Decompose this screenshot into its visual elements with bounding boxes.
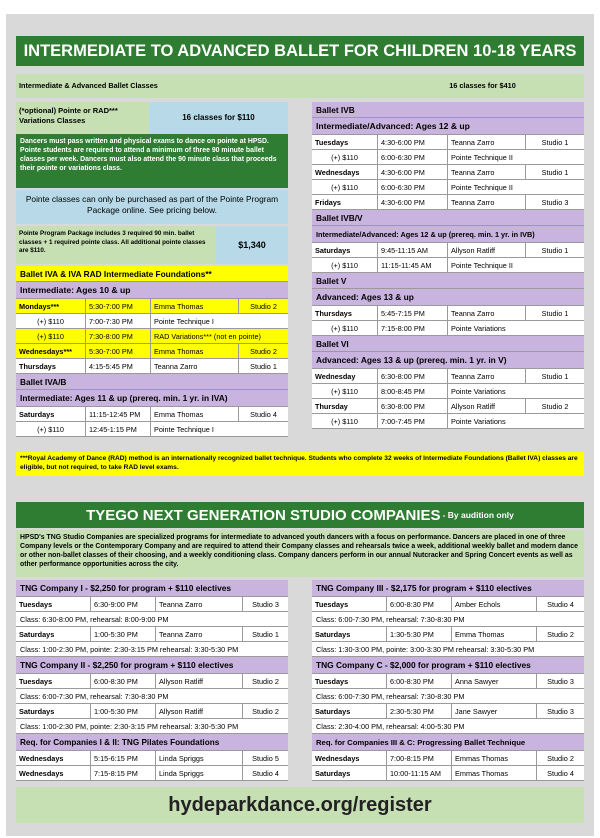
- row-day: Wednesdays: [312, 751, 387, 765]
- tng-company-c-title: TNG Company C - $2,000 for program + $110 electives: [312, 657, 584, 674]
- table-row: [312, 195, 584, 210]
- pointe-online-note: Pointe classes can only be purchased as part of the Pointe Program Package online. See pricing below.: [16, 190, 288, 224]
- classes-header-price: 16 classes for $410: [381, 74, 584, 98]
- row-day: Tuesdays: [312, 674, 387, 688]
- row-instructor: Teanna Zarro: [151, 359, 239, 373]
- table-row: [312, 627, 584, 642]
- row-time: 11:15-11:45 AM: [378, 258, 448, 272]
- row-instructor: Pointe Technique I: [154, 316, 214, 326]
- table-row: [312, 180, 584, 195]
- schedule-note: Class: 1:30-3:00 PM, pointe: 3:00-3:30 PM rehearsal: 3:30-5:30 PM: [312, 642, 584, 657]
- row-instructor: Pointe Variations: [451, 416, 506, 426]
- row-time: 4:30-6:00 PM: [378, 195, 448, 209]
- ballet-ivab-title: Ballet IVA/B: [16, 374, 288, 390]
- row-instructor: Jane Sawyer: [452, 704, 537, 718]
- row-studio: Studio 3: [252, 599, 279, 609]
- table-row: [312, 258, 584, 273]
- row-time: 6:00-8:30 PM: [387, 597, 452, 611]
- row-time: 7:00-7:30 PM: [86, 314, 151, 328]
- table-row: [16, 422, 288, 437]
- row-instructor: Emmas Thomas: [452, 751, 537, 765]
- ballet-ivb-table: [312, 102, 584, 429]
- schedule-note: Class: 6:00-7:30 PM, rehearsal: 7:30-8:30 PM: [312, 689, 584, 704]
- row-time: 2:30-5:30 PM: [387, 704, 452, 718]
- row-time: 1:30-5:30 PM: [387, 627, 452, 641]
- pointe-optional-line1: (*optional) Pointe or RAD***: [19, 106, 118, 115]
- table-row: [16, 751, 288, 766]
- schedule-note: Class: 1:00-2:30 PM, pointe: 2:30-3:15 PM rehearsal: 3:30-5:30 PM: [16, 719, 288, 734]
- row-day: Thursday: [312, 399, 378, 413]
- row-day: (+) $110: [312, 258, 378, 272]
- schedule-note: Class: 6:30-8:00 PM, rehearsal: 8:00-9:00 PM: [16, 612, 288, 627]
- row-studio: Studio 2: [547, 629, 574, 639]
- req-companies-3-c-title: Req. for Companies III & C: Progressing Ballet Technique: [312, 734, 584, 751]
- row-day: Saturdays: [16, 627, 91, 641]
- table-row: [16, 344, 288, 359]
- table-row: [16, 766, 288, 781]
- row-instructor: Allyson Ratliff: [448, 399, 526, 413]
- table-row: [312, 704, 584, 719]
- row-day: Mondays***: [16, 299, 86, 313]
- pointe-requirements-note: Dancers must pass written and physical exams to dance on pointe at HPSD. Pointe students are required to attend a minimum of three 90 minute ballet classes per week. Dancers must also attend the 90 minute class that proceeds their pointe or variations class.: [16, 134, 288, 188]
- row-time: 6:30-8:00 PM: [378, 369, 448, 383]
- row-day: Saturdays: [312, 704, 387, 718]
- pointe-optional-label: [16, 102, 149, 134]
- row-time: 5:45-7:15 PM: [378, 306, 448, 320]
- row-instructor: Anna Sawyer: [452, 674, 537, 688]
- row-instructor: Emma Thomas: [452, 627, 537, 641]
- table-row: [312, 150, 584, 165]
- row-time: 5:30-7:00 PM: [86, 344, 151, 358]
- row-time: 5:15-6:15 PM: [91, 751, 156, 765]
- row-studio: Studio 5: [252, 753, 279, 763]
- row-studio: Studio 2: [252, 676, 279, 686]
- row-day: Saturdays: [16, 704, 91, 718]
- row-time: 6:30-9:00 PM: [91, 597, 156, 611]
- table-row: [16, 359, 288, 374]
- table-row: [16, 299, 288, 314]
- row-instructor: Linda Spriggs: [156, 766, 243, 780]
- row-day: (+) $110: [312, 384, 378, 398]
- row-studio: Studio 1: [541, 137, 569, 147]
- tng-title: [16, 502, 584, 528]
- row-day: Fridays: [312, 195, 378, 209]
- tng-right-column: [312, 580, 584, 781]
- pointe-optional-line2: Variations Classes: [19, 116, 86, 126]
- row-day: Saturdays: [312, 766, 387, 780]
- row-time: 7:00-7:45 PM: [378, 414, 448, 428]
- req-companies-1-2-title: Req. for Companies I & II: TNG Pilates Foundations: [16, 734, 288, 751]
- row-time: 6:00-6:30 PM: [378, 180, 448, 194]
- tng-company-1-title: TNG Company I - $2,250 for program + $110 electives: [16, 580, 288, 597]
- row-day: Wednesdays: [16, 751, 91, 765]
- row-instructor: Emma Thomas: [151, 407, 239, 421]
- row-time: 7:00-8:15 PM: [387, 751, 452, 765]
- page-title: INTERMEDIATE TO ADVANCED BALLET FOR CHILDREN 10-18 YEARS: [16, 36, 584, 66]
- ballet-ivab-table: [16, 374, 288, 437]
- row-studio: Studio 4: [252, 768, 279, 778]
- row-studio: Studio 3: [547, 676, 574, 686]
- row-instructor: Pointe Variations: [451, 323, 506, 333]
- schedule-note: Class: 6:00-7:30 PM, rehearsal: 7:30-8:30 PM: [312, 612, 584, 627]
- pointe-optional-price: 16 classes for $110: [149, 102, 288, 134]
- ballet-ivab-subtitle: Intermediate: Ages 11 & up (prereq. min. 1 yr. in IVA): [16, 390, 288, 407]
- row-studio: Studio 1: [541, 167, 569, 177]
- row-instructor: Teanna Zarro: [156, 597, 243, 611]
- row-instructor: Allyson Ratliff: [156, 704, 243, 718]
- row-instructor: Allyson Ratliff: [448, 243, 526, 257]
- row-studio: Studio 1: [250, 361, 277, 371]
- tng-company-3-title: TNG Company III - $2,175 for program + $110 electives: [312, 580, 584, 597]
- table-row: [312, 369, 584, 384]
- row-time: 9:45-11:15 AM: [378, 243, 448, 257]
- ballet-v-title: Ballet V: [312, 273, 584, 289]
- row-day: Wednesdays: [312, 165, 378, 179]
- pointe-package-text: Pointe Program Package includes 3 required 90 min. ballet classes + 1 required pointe class. All additional pointe classes are $110.: [16, 226, 216, 264]
- row-time: 6:00-8:30 PM: [387, 674, 452, 688]
- table-row: [312, 135, 584, 150]
- table-row: [16, 627, 288, 642]
- ballet-vi-title: Ballet VI: [312, 336, 584, 352]
- tng-left-column: [16, 580, 288, 781]
- rad-method-note: ***Royal Academy of Dance (RAD) method is an internationally recognized ballet technique. Students who complete 32 weeks of Intermediate Foundations (Ballet IVA) classes are eligible, but not required, to take RAD level exams.: [16, 452, 584, 476]
- ballet-iva-subtitle: Intermediate: Ages 10 & up: [16, 282, 288, 299]
- row-instructor: Teanna Zarro: [156, 627, 243, 641]
- row-instructor: Teanna Zarro: [448, 195, 526, 209]
- table-row: [16, 314, 288, 329]
- row-time: 8:00-8:45 PM: [378, 384, 448, 398]
- row-time: 7:30-8:00 PM: [86, 329, 151, 343]
- table-row: [16, 674, 288, 689]
- row-instructor: Allyson Ratliff: [156, 674, 243, 688]
- row-studio: Studio 2: [252, 706, 279, 716]
- row-day: (+) $110: [312, 180, 378, 194]
- pointe-package-price: $1,340: [216, 226, 288, 264]
- row-studio: Studio 3: [547, 706, 574, 716]
- table-row: [16, 597, 288, 612]
- row-instructor: Amber Echols: [452, 597, 537, 611]
- row-day: Thursdays: [312, 306, 378, 320]
- row-instructor: Pointe Technique II: [451, 152, 513, 162]
- row-instructor: Pointe Technique II: [451, 182, 513, 192]
- row-day: Tuesdays: [16, 674, 91, 688]
- row-day: Wednesday: [312, 369, 378, 383]
- row-day: (+) $110: [16, 329, 86, 343]
- row-instructor: Linda Spriggs: [156, 751, 243, 765]
- ballet-v-subtitle: Advanced: Ages 13 & up: [312, 289, 584, 306]
- row-time: 4:15-5:45 PM: [86, 359, 151, 373]
- tng-title-text: TYEGO NEXT GENERATION STUDIO COMPANIES: [86, 506, 441, 524]
- row-instructor: Emma Thomas: [151, 299, 239, 313]
- table-row: [312, 414, 584, 429]
- table-row: [16, 704, 288, 719]
- table-row: [312, 751, 584, 766]
- row-studio: Studio 2: [541, 401, 569, 411]
- row-time: 1:00-5:30 PM: [91, 627, 156, 641]
- row-time: 7:15-8:00 PM: [378, 321, 448, 335]
- row-day: (+) $110: [312, 321, 378, 335]
- row-day: (+) $110: [312, 414, 378, 428]
- ballet-vi-subtitle: Advanced: Ages 13 & up (prereq. min. 1 yr. in V): [312, 352, 584, 369]
- table-row: [312, 399, 584, 414]
- row-day: (+) $110: [312, 150, 378, 164]
- row-instructor: Pointe Variations: [451, 386, 506, 396]
- row-day: Thursdays: [16, 359, 86, 373]
- row-time: 7:15-8:15 PM: [91, 766, 156, 780]
- row-studio: Studio 4: [250, 409, 277, 419]
- tng-title-sub: - By audition only: [442, 510, 514, 520]
- row-day: Tuesdays: [312, 597, 387, 611]
- row-time: 5:30-7:00 PM: [86, 299, 151, 313]
- table-row: [312, 674, 584, 689]
- schedule-note: Class: 2:30-4:00 PM, rehearsal: 4:00-5:30 PM: [312, 719, 584, 734]
- table-row: [16, 407, 288, 422]
- ballet-ivbv-title: Ballet IVB/V: [312, 210, 584, 226]
- row-time: 6:00-6:30 PM: [378, 150, 448, 164]
- schedule-note: Class: 1:00-2:30 PM, pointe: 2:30-3:15 PM rehearsal: 3:30-5:30 PM: [16, 642, 288, 657]
- row-studio: Studio 1: [541, 245, 569, 255]
- row-instructor: Pointe Technique I: [154, 424, 214, 434]
- row-time: 6:30-8:00 PM: [378, 399, 448, 413]
- row-time: 10:00-11:15 AM: [387, 766, 452, 780]
- row-instructor: Teanna Zarro: [448, 369, 526, 383]
- row-instructor: RAD Variations*** (not en pointe): [154, 331, 261, 341]
- row-day: Saturdays: [312, 627, 387, 641]
- row-studio: Studio 2: [250, 346, 277, 356]
- tng-intro: HPSD's TNG Studio Companies are specialized programs for intermediate to advanced youth dancers with a focus on performance. Dancers are placed in one of three Company levels or the Contemporary Company and are required to attend their Company classes and rehearsals twice a week, additional weekly ballet and modern dance or other non-ballet classes of their choosing, and a weekly conditioning class. Company dancers perform in our annual Nutcracker and Spring Concert events as well as other performance opportunities across the city.: [16, 530, 584, 577]
- ballet-iva-title: Ballet IVA & IVA RAD Intermediate Foundations**: [16, 266, 288, 282]
- classes-header-label: Intermediate & Advanced Ballet Classes: [16, 74, 381, 98]
- table-row: [312, 321, 584, 336]
- table-row: [312, 597, 584, 612]
- table-row: [312, 766, 584, 781]
- table-row: [312, 243, 584, 258]
- row-studio: Studio 1: [252, 629, 279, 639]
- row-time: 12:45-1:15 PM: [86, 422, 151, 436]
- row-studio: Studio 1: [541, 308, 569, 318]
- table-row: [312, 384, 584, 399]
- row-instructor: Emmas Thomas: [452, 766, 537, 780]
- table-row: [312, 165, 584, 180]
- row-studio: Studio 4: [547, 768, 574, 778]
- row-day: Tuesdays: [312, 135, 378, 149]
- row-day: Wednesdays: [16, 766, 91, 780]
- row-day: Saturdays: [312, 243, 378, 257]
- tng-company-2-title: TNG Company II - $2,250 for program + $110 electives: [16, 657, 288, 674]
- row-time: 4:30-6:00 PM: [378, 165, 448, 179]
- row-instructor: Teanna Zarro: [448, 165, 526, 179]
- row-day: (+) $110: [16, 314, 86, 328]
- ballet-ivb-title: Ballet IVB: [312, 102, 584, 118]
- row-studio: Studio 1: [541, 371, 569, 381]
- row-day: Saturdays: [16, 407, 86, 421]
- schedule-note: Class: 6:00-7:30 PM, rehearsal: 7:30-8:30 PM: [16, 689, 288, 704]
- row-day: Tuesdays: [16, 597, 91, 611]
- row-studio: Studio 4: [547, 599, 574, 609]
- row-instructor: Teanna Zarro: [448, 306, 526, 320]
- row-day: Wednesdays***: [16, 344, 86, 358]
- row-instructor: Pointe Technique II: [451, 260, 513, 270]
- ballet-ivb-subtitle: Intermediate/Advanced: Ages 12 & up: [312, 118, 584, 135]
- row-studio: Studio 2: [250, 301, 277, 311]
- row-time: 11:15-12:45 PM: [86, 407, 151, 421]
- register-link[interactable]: hydeparkdance.org/register: [16, 787, 584, 823]
- row-day: (+) $110: [16, 422, 86, 436]
- table-row: [312, 306, 584, 321]
- row-time: 6:00-8:30 PM: [91, 674, 156, 688]
- row-studio: Studio 2: [547, 753, 574, 763]
- table-row: [16, 329, 288, 344]
- row-studio: Studio 3: [541, 197, 569, 207]
- ballet-iva-table: [16, 266, 288, 374]
- row-instructor: Teanna Zarro: [448, 135, 526, 149]
- ballet-ivbv-subtitle: Intermediate/Advanced: Ages 12 & up (prereq. min. 1 yr. in IVB): [312, 226, 584, 243]
- row-time: 4:30-6:00 PM: [378, 135, 448, 149]
- row-instructor: Emma Thomas: [151, 344, 239, 358]
- row-time: 1:00-5:30 PM: [91, 704, 156, 718]
